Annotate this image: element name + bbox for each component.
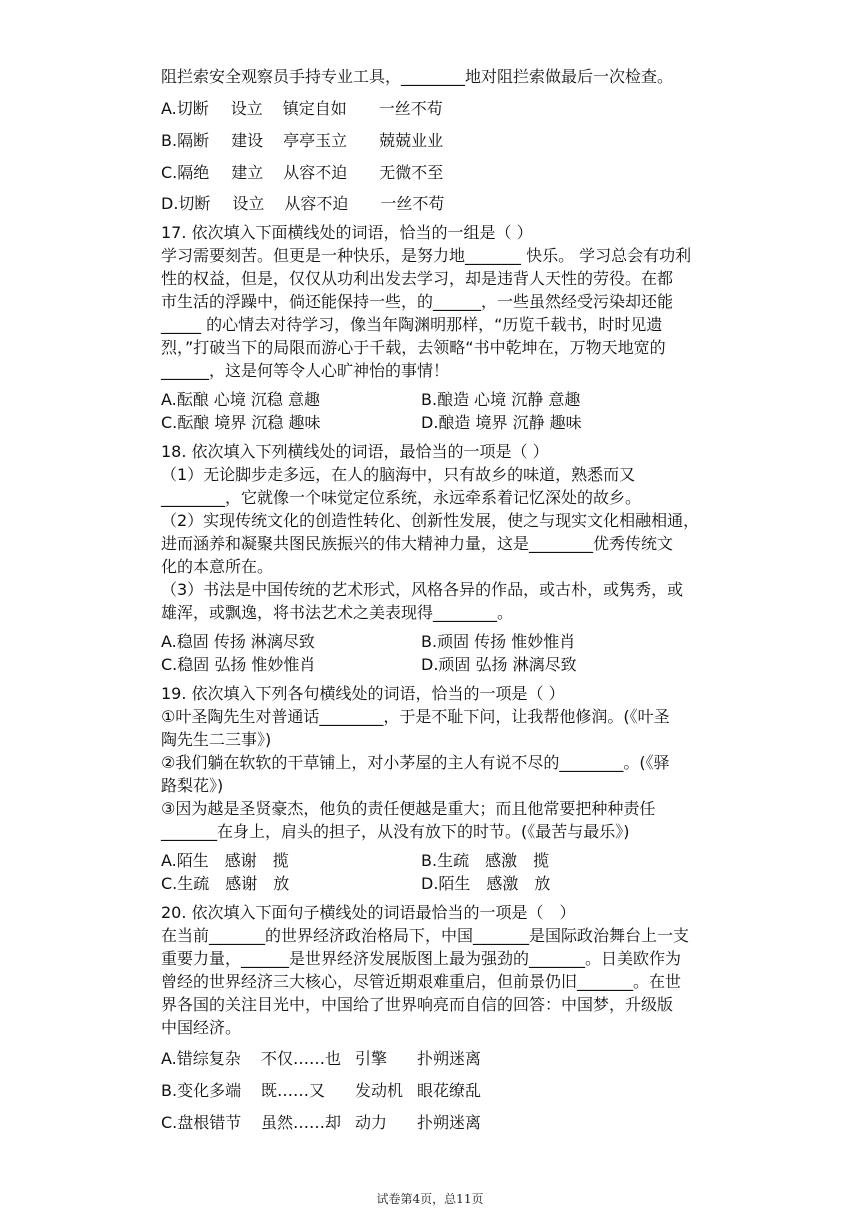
option-word: 一丝不苟: [380, 194, 445, 213]
q17-option-b: B.酿造 心境 沉静 意趣: [421, 390, 581, 409]
q18-text-line: （3）书法是中国传统的艺术形式，风格各异的作品，或古朴，或隽秀，或: [161, 580, 684, 599]
option-label: C.隔绝: [161, 163, 210, 182]
q19-text-line: ③因为越是圣贤豪杰，他负的责任便越是重大；而且他常要把种种责任: [161, 799, 656, 818]
option-word: 动力: [355, 1113, 388, 1132]
q20-text-line: 中国经济。: [161, 1018, 242, 1037]
option-word: 虽然……却: [261, 1113, 342, 1132]
q20-text-line: 界各国的关注目光中，中国给了世界响亮而自信的回答：中国梦，升级版: [161, 995, 674, 1014]
q19-text-line: ②我们躺在软软的干草铺上，对小茅屋的主人有说不尽的________。(《驿: [161, 753, 670, 772]
option-label: C.盘根错节: [161, 1113, 242, 1132]
q17-text-line: 市生活的浮躁中，倘还能保持一些，的______，一些虽然经受污染却还能: [161, 292, 674, 311]
q20-option-c: [161, 1112, 481, 1134]
q16-option-a: [161, 98, 443, 120]
q16-option-c: [161, 162, 443, 184]
q19-text-line: ①叶圣陶先生对普通话________，于是不耻下问，让我帮他修润。(《叶圣: [161, 707, 670, 726]
q18-text-line: 雄浑，或飘逸，将书法艺术之美表现得________。: [161, 603, 514, 622]
q18-text-line: （2）实现传统文化的创造性转化、创新性发展，使之与现实文化相融相通，: [161, 511, 700, 530]
option-word: 设立: [232, 194, 265, 213]
q20-option-a: [161, 1048, 481, 1070]
q18-option-d: D.顽固 弘扬 淋漓尽致: [421, 655, 577, 674]
q18-option-b: B.顽固 传扬 惟妙惟肖: [421, 632, 576, 651]
q18-text-line: 进而涵养和凝聚共图民族振兴的伟大精神力量，这是________优秀传统文: [161, 534, 674, 553]
q18-text-line: ________，它就像一个味觉定位系统，永远牵系着记忆深处的故乡。: [161, 488, 642, 507]
q17-text-line: 学习需要刻苦。但更是一种快乐，是努力地_______ 快乐。 学习总会有功利: [161, 246, 692, 265]
option-word: 镇定自如: [282, 99, 347, 118]
option-word: 发动机: [355, 1081, 404, 1100]
option-word: 不仅……也: [261, 1049, 342, 1068]
q19-option-c: C.生疏 感谢 放: [161, 874, 290, 893]
option-word: 无微不至: [379, 163, 444, 182]
q19-option-d: D.陌生 感激 放: [421, 874, 551, 893]
q19-option-a: A.陌生 感谢 揽: [161, 851, 289, 870]
q17-text-line: 性的权益，但是，仅仅从功利出发去学习，却是违背人天性的劳役。在都: [161, 269, 674, 288]
option-label: B.隔断: [161, 131, 210, 150]
option-word: 从容不迫: [284, 194, 349, 213]
q17-text-line: ______，这是何等令人心旷神怡的事情！: [161, 361, 450, 380]
q20-text-line: 重要力量，______是世界经济发展版图上最为强劲的_______。日美欧作为: [161, 949, 682, 968]
q17-option-c: C.酝酿 境界 沉稳 趣味: [161, 413, 321, 432]
q18-stem: 18. 依次填入下列横线处的词语，最恰当的一项是（ ）: [161, 442, 549, 461]
q19-stem: 19. 依次填入下列各句横线处的词语，恰当的一项是（ ）: [161, 684, 565, 703]
q17-option-a: A.酝酿 心境 沉稳 意趣: [161, 390, 321, 409]
option-word: 建设: [231, 131, 264, 150]
option-word: 一丝不苟: [378, 99, 443, 118]
q18-text-line: 化的本意所在。: [161, 557, 274, 576]
option-word: 既……又: [261, 1081, 326, 1100]
option-word: 兢兢业业: [379, 131, 444, 150]
q17-text-line: 烈，”打破当下的局限而游心于千载，去领略“书中乾坤在，万物天地宽的: [161, 338, 666, 357]
q18-text-line: （1）无论脚步走多远，在人的脑海中，只有故乡的味道，熟悉而又: [161, 465, 636, 484]
q19-option-b: B.生疏 感激 揽: [421, 851, 550, 870]
option-label: A.切断: [161, 99, 209, 118]
q18-option-c: C.稳固 弘扬 惟妙惟肖: [161, 655, 316, 674]
option-label: D.切断: [161, 194, 211, 213]
page-footer: 试卷第4页，总11页: [376, 1192, 484, 1206]
q16-option-d: [161, 193, 444, 215]
option-word: 引擎: [355, 1049, 388, 1068]
option-word: 亭亭玉立: [283, 131, 348, 150]
q20-text-line: 曾经的世界经济三大核心，尽管近期艰难重启，但前景仍旧_______。在世: [161, 972, 682, 991]
q19-text-line: 陶先生二三事》): [161, 730, 272, 749]
option-word: 扑朔迷离: [417, 1113, 482, 1132]
option-word: 扑朔迷离: [417, 1049, 482, 1068]
option-word: 从容不迫: [283, 163, 348, 182]
q20-stem: 20. 依次填入下面句子横线处的词语最恰当的一项是（ ）: [161, 903, 576, 922]
option-label: B.变化多端: [161, 1081, 242, 1100]
q16-tail-text: 阻拦索安全观察员手持专业工具，________地对阻拦索做最后一次检查。: [161, 67, 674, 86]
option-word: 建立: [231, 163, 264, 182]
q19-text-line: 路梨花》): [161, 776, 224, 795]
q17-option-d: D.酿造 境界 沉静 趣味: [421, 413, 582, 432]
q17-stem: 17. 依次填入下面横线处的词语，恰当的一组是（ ）: [161, 223, 533, 242]
q17-text-line: _____ 的心情去对待学习，像当年陶渊明那样，“历览千载书，时时见遗: [161, 315, 663, 334]
q19-text-line: _______在身上，肩头的担子，从没有放下的时节。(《最苦与最乐》): [161, 822, 630, 841]
option-label: A.错综复杂: [161, 1049, 241, 1068]
option-word: 眼花缭乱: [417, 1081, 482, 1100]
q16-option-b: [161, 130, 443, 152]
q20-option-b: [161, 1080, 481, 1102]
option-word: 设立: [230, 99, 263, 118]
q20-text-line: 在当前_______的世界经济政治格局下，中国_______是国际政治舞台上一支: [161, 926, 690, 945]
q18-option-a: A.稳固 传扬 淋漓尽致: [161, 632, 315, 651]
